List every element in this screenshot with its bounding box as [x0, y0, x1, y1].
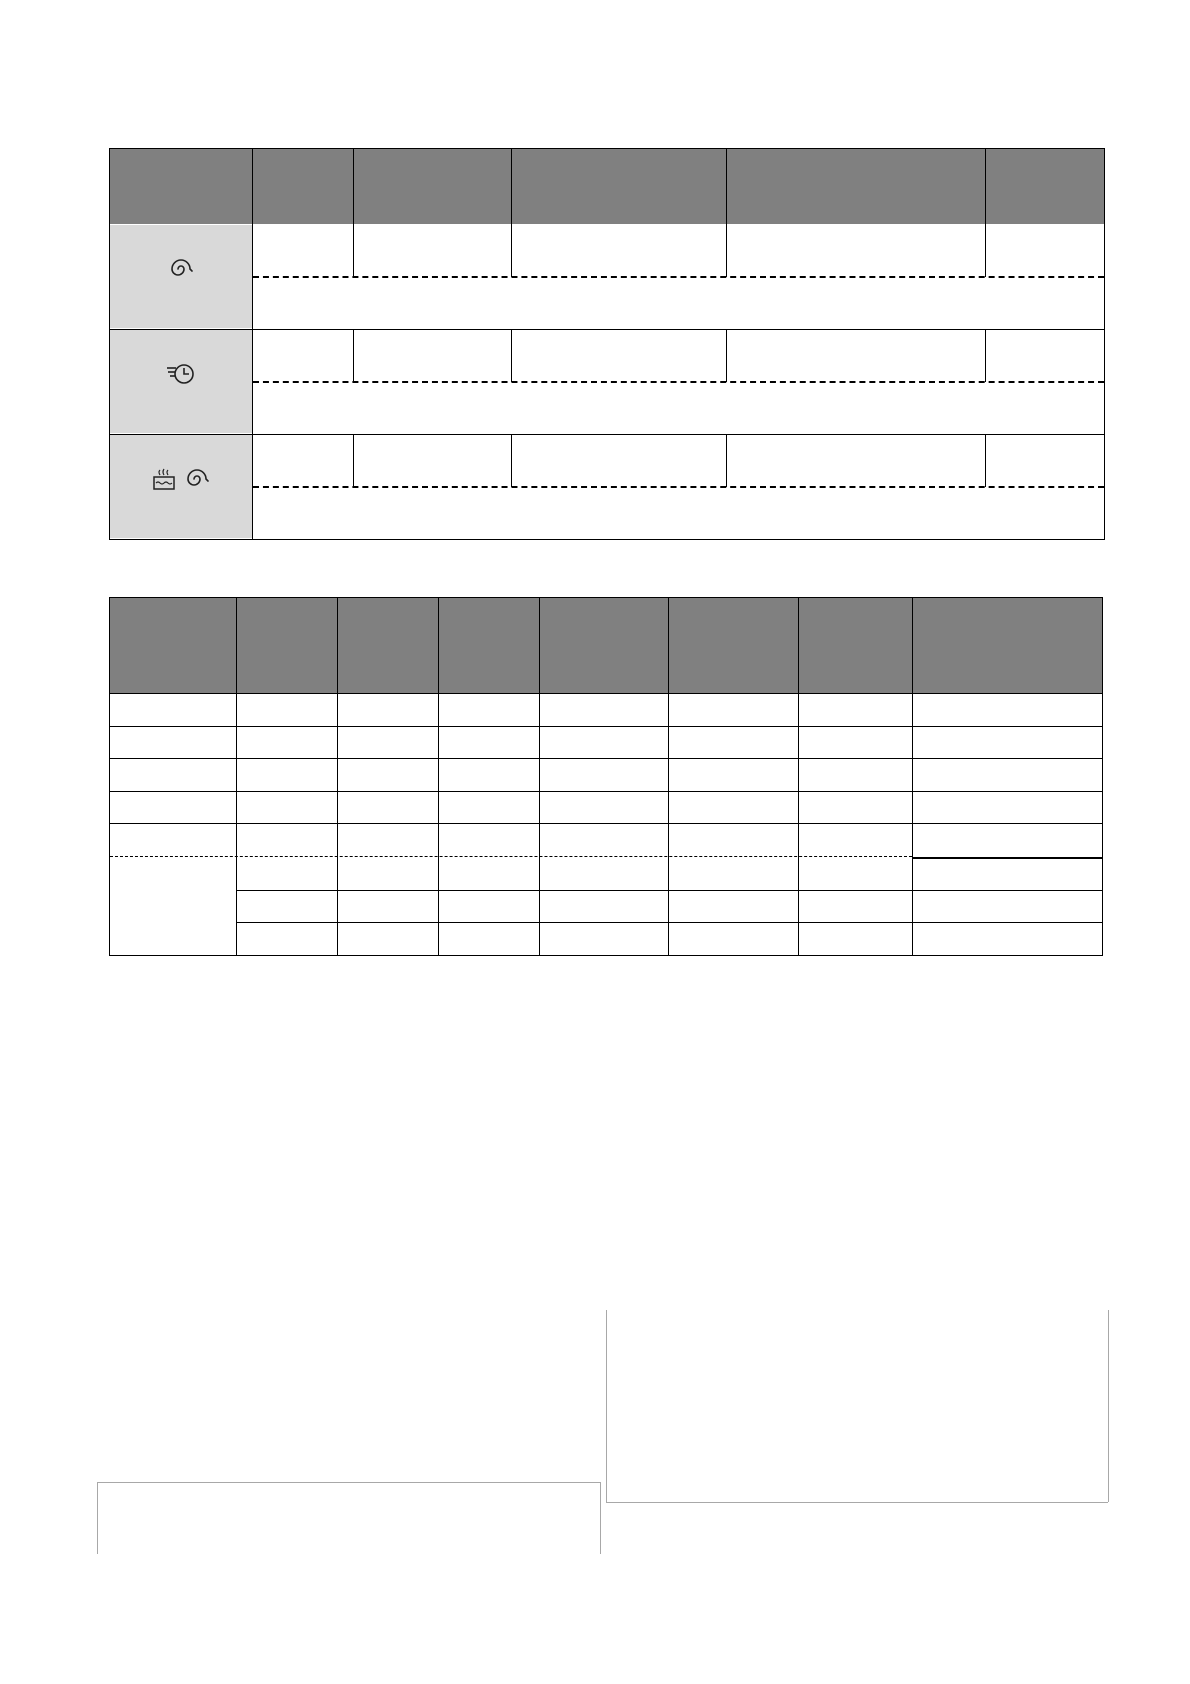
cycle-table-frame [109, 148, 1105, 540]
spec-table-frame [109, 597, 1103, 956]
